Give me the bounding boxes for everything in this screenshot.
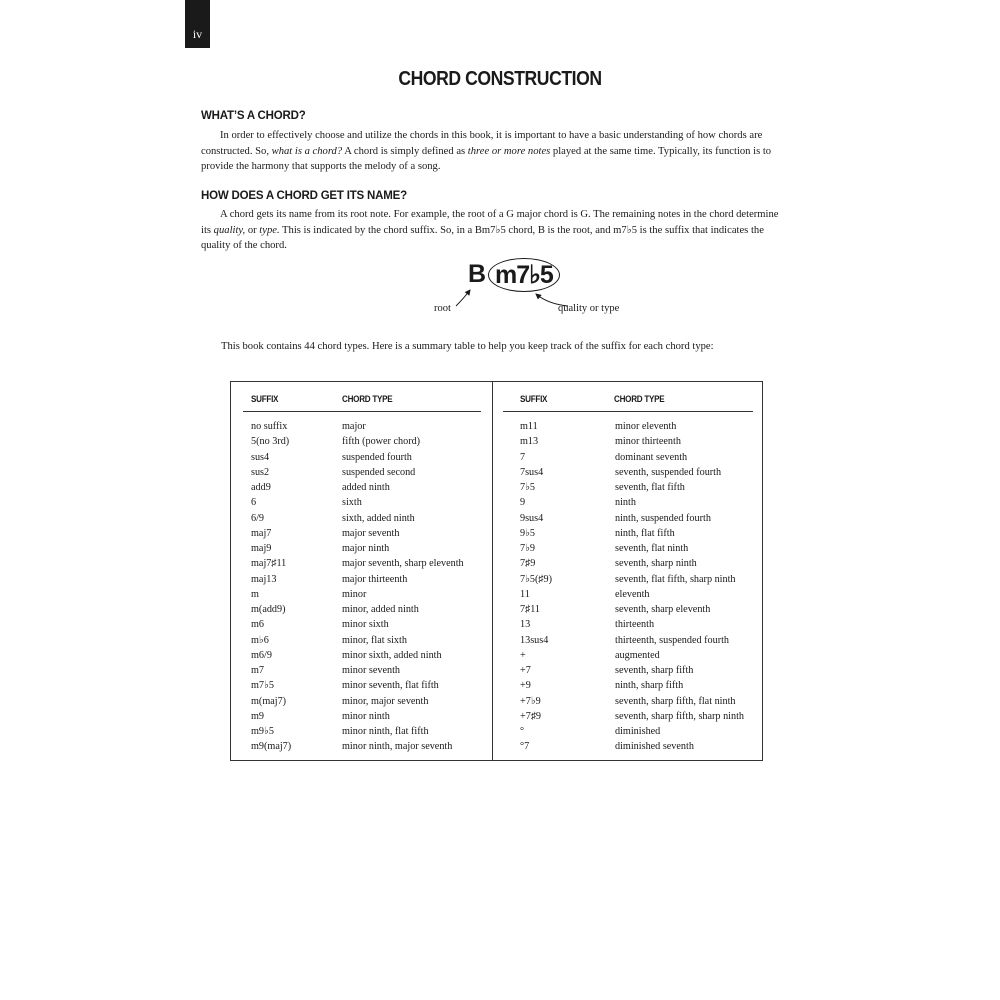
table-row bbox=[251, 511, 486, 526]
chord-suffix-circled: m7♭5 bbox=[488, 258, 560, 292]
chord-type-cell: seventh, sharp fifth bbox=[615, 665, 694, 676]
table-row bbox=[520, 694, 760, 709]
table-row bbox=[251, 678, 486, 693]
chord-type-cell: seventh, sharp fifth, flat ninth bbox=[615, 695, 736, 707]
page-number-tab bbox=[185, 0, 210, 48]
suffix-cell: +7♯9 bbox=[520, 710, 542, 722]
chord-type-cell: sixth bbox=[342, 497, 362, 509]
chord-type-cell: seventh, flat fifth, sharp ninth bbox=[615, 573, 736, 585]
table-row bbox=[520, 556, 760, 571]
table-row bbox=[251, 739, 486, 754]
table-row bbox=[520, 602, 760, 617]
chord-type-cell: augmented bbox=[615, 649, 660, 661]
chord-type-cell: dominant seventh bbox=[615, 451, 688, 463]
suffix-cell: 7♯9 bbox=[520, 558, 536, 570]
table-row bbox=[251, 617, 486, 632]
suffix-cell: m(add9) bbox=[251, 604, 286, 615]
chord-type-cell: minor thirteenth bbox=[615, 436, 681, 448]
emphasis-text: three or more notes bbox=[467, 145, 551, 157]
suffix-cell: add9 bbox=[251, 482, 271, 493]
suffix-cell: +7♭9 bbox=[520, 695, 541, 707]
table-row bbox=[520, 526, 760, 541]
chord-type-cell: minor, major seventh bbox=[342, 695, 429, 707]
chord-type-cell: ninth, suspended fourth bbox=[615, 512, 711, 524]
suffix-cell: 7sus4 bbox=[520, 466, 544, 478]
table-row bbox=[251, 526, 486, 541]
suffix-cell: no suffix bbox=[251, 421, 288, 432]
chord-type-cell: major seventh bbox=[342, 527, 400, 539]
table-row bbox=[251, 663, 486, 678]
chord-name-diagram bbox=[420, 260, 640, 330]
chord-type-cell: suspended fourth bbox=[342, 451, 412, 463]
suffix-cell: 13 bbox=[520, 619, 531, 631]
table-row bbox=[251, 633, 486, 648]
chord-type-cell: seventh, sharp eleventh bbox=[615, 604, 711, 615]
suffix-cell: maj13 bbox=[251, 573, 277, 585]
table-row bbox=[520, 663, 760, 678]
suffix-cell: +9 bbox=[520, 680, 531, 692]
suffix-cell: °7 bbox=[520, 741, 530, 753]
table-column-divider bbox=[492, 382, 493, 760]
table-row bbox=[520, 450, 760, 465]
suffix-cell: m♭6 bbox=[251, 634, 269, 646]
table-row bbox=[520, 480, 760, 495]
chord-type-cell: minor, flat sixth bbox=[342, 634, 407, 646]
paragraph-text: A chord is simply defined as bbox=[342, 145, 468, 157]
page-number: iv bbox=[192, 27, 203, 41]
chord-type-cell: major bbox=[342, 421, 366, 432]
chord-type-cell: major ninth bbox=[342, 543, 390, 554]
table-row bbox=[251, 434, 486, 449]
paragraph-text: played at the same time. Typically, its function is to provide the harmony that supports the melody of a song. bbox=[201, 145, 772, 173]
table-row bbox=[251, 465, 486, 480]
column-header-chord-type: CHORD TYPE bbox=[342, 394, 393, 404]
chord-type-cell: sixth, added ninth bbox=[342, 512, 415, 524]
suffix-cell: maj7♯11 bbox=[251, 558, 287, 570]
suffix-cell: m7 bbox=[251, 665, 265, 676]
chord-type-cell: minor sixth, added ninth bbox=[342, 649, 442, 661]
suffix-cell: maj9 bbox=[251, 543, 272, 554]
chord-type-cell: eleventh bbox=[615, 588, 650, 600]
table-row bbox=[251, 450, 486, 465]
table-row bbox=[520, 495, 760, 510]
chord-type-cell: ninth, sharp fifth bbox=[615, 680, 684, 692]
table-row bbox=[520, 419, 760, 434]
chord-type-cell: minor ninth, major seventh bbox=[342, 741, 453, 753]
chord-type-cell: minor ninth, flat fifth bbox=[342, 726, 429, 737]
root-arrow bbox=[456, 290, 470, 306]
suffix-cell: m11 bbox=[520, 421, 538, 432]
table-row bbox=[520, 633, 760, 648]
table-row bbox=[520, 434, 760, 449]
emphasis-text: quality, bbox=[213, 224, 246, 236]
table-row bbox=[251, 724, 486, 739]
table-row bbox=[251, 602, 486, 617]
table-row bbox=[251, 572, 486, 587]
table-row bbox=[520, 587, 760, 602]
suffix-cell: 9♭5 bbox=[520, 527, 535, 539]
page-title: CHORD CONSTRUCTION bbox=[398, 68, 602, 90]
header-rule-right bbox=[503, 411, 753, 412]
table-row bbox=[251, 587, 486, 602]
chord-type-cell: thirteenth bbox=[615, 619, 655, 631]
table-row bbox=[251, 648, 486, 663]
chord-type-cell: seventh, flat fifth bbox=[615, 482, 685, 493]
chord-type-cell: added ninth bbox=[342, 482, 390, 493]
paragraph-text: In order to effectively choose and utilize the chords in this book, it is important to have a basic understanding of how chords are constructed. So, bbox=[201, 130, 763, 157]
chord-type-cell: thirteenth, suspended fourth bbox=[615, 634, 730, 646]
suffix-cell: m9(maj7) bbox=[251, 741, 292, 753]
table-row bbox=[520, 617, 760, 632]
table-row bbox=[520, 739, 760, 754]
suffix-cell: 9sus4 bbox=[520, 512, 544, 524]
suffix-cell: m bbox=[251, 588, 259, 600]
quality-label: quality or type bbox=[558, 303, 620, 314]
suffix-cell: m13 bbox=[520, 436, 539, 448]
suffix-cell: m(maj7) bbox=[251, 695, 287, 707]
table-row bbox=[520, 648, 760, 663]
emphasis-text: type. bbox=[259, 224, 280, 236]
table-row bbox=[251, 556, 486, 571]
chord-type-cell: seventh, sharp ninth bbox=[615, 558, 697, 570]
suffix-cell: 9 bbox=[520, 497, 526, 509]
suffix-cell: 7♭5(♯9) bbox=[520, 573, 552, 585]
suffix-cell: sus4 bbox=[251, 451, 270, 463]
suffix-cell: 7♭5 bbox=[520, 482, 535, 493]
table-row bbox=[520, 511, 760, 526]
chord-type-cell: minor eleventh bbox=[615, 421, 677, 432]
table-row bbox=[251, 419, 486, 434]
paragraph-text: This is indicated by the chord suffix. So, in a Bm7♭5 chord, B is the root, and m7♭5 is the suffix that indicates the quality of the chord. bbox=[201, 224, 764, 252]
chord-type-cell: minor seventh bbox=[342, 665, 401, 676]
table-row bbox=[251, 495, 486, 510]
suffix-cell: sus2 bbox=[251, 466, 270, 478]
chord-type-cell: minor bbox=[342, 588, 367, 600]
chord-type-cell: major thirteenth bbox=[342, 573, 408, 585]
diagram-arrows bbox=[420, 260, 640, 330]
suffix-cell: ° bbox=[520, 726, 525, 737]
chord-type-cell: minor, added ninth bbox=[342, 604, 419, 615]
emphasis-text: what is a chord? bbox=[271, 145, 343, 157]
table-row bbox=[520, 465, 760, 480]
chord-type-cell: seventh, flat ninth bbox=[615, 543, 689, 554]
section-heading-chord-name: HOW DOES A CHORD GET ITS NAME? bbox=[201, 190, 407, 202]
chord-type-cell: diminished seventh bbox=[615, 741, 694, 753]
chord-type-cell: minor ninth bbox=[342, 710, 390, 722]
chord-type-cell: major seventh, sharp eleventh bbox=[342, 558, 464, 570]
suffix-cell: 5(no 3rd) bbox=[251, 436, 290, 448]
chord-root: B bbox=[468, 260, 486, 288]
header-rule-left bbox=[243, 411, 481, 412]
table-row bbox=[520, 724, 760, 739]
column-header-suffix: SUFFIX bbox=[251, 394, 279, 404]
chord-type-cell: minor sixth bbox=[342, 619, 389, 631]
suffix-cell: m6 bbox=[251, 619, 265, 631]
root-label: root bbox=[434, 303, 451, 314]
column-header-suffix: SUFFIX bbox=[520, 394, 548, 404]
chord-type-cell: suspended second bbox=[342, 466, 416, 478]
table-row bbox=[520, 572, 760, 587]
table-row bbox=[251, 541, 486, 556]
suffix-cell: + bbox=[520, 649, 526, 661]
suffix-cell: 7♭9 bbox=[520, 543, 535, 554]
suffix-cell: 6/9 bbox=[251, 512, 265, 524]
suffix-cell: 13sus4 bbox=[520, 634, 549, 646]
suffix-cell: m9 bbox=[251, 710, 265, 722]
chord-type-cell: ninth, flat fifth bbox=[615, 527, 675, 539]
chord-type-cell: minor seventh, flat fifth bbox=[342, 680, 439, 692]
chord-type-table bbox=[230, 381, 763, 761]
paragraph-text: A chord gets its name from its root note. For example, the root of a G major chord is G. The remaining notes in the chord determine its bbox=[201, 209, 779, 236]
table-row bbox=[520, 709, 760, 724]
section-paragraph-chord-name bbox=[201, 207, 786, 254]
suffix-cell: m6/9 bbox=[251, 649, 272, 661]
table-intro-text: This book contains 44 chord types. Here is a summary table to help you keep track of the suffix for each chord type: bbox=[221, 341, 714, 352]
chord-type-cell: diminished bbox=[615, 726, 661, 737]
section-heading-whats-a-chord: WHAT’S A CHORD? bbox=[201, 110, 306, 122]
suffix-cell: 7 bbox=[520, 451, 526, 463]
suffix-cell: maj7 bbox=[251, 527, 272, 539]
suffix-cell: m7♭5 bbox=[251, 680, 274, 692]
table-left-rows bbox=[251, 419, 486, 755]
suffix-cell: 11 bbox=[520, 588, 530, 600]
column-header-chord-type: CHORD TYPE bbox=[614, 394, 665, 404]
suffix-cell: 7♯11 bbox=[520, 604, 540, 615]
table-row bbox=[251, 694, 486, 709]
suffix-cell: m9♭5 bbox=[251, 726, 274, 737]
chord-type-cell: seventh, suspended fourth bbox=[615, 466, 722, 478]
table-right-rows bbox=[520, 419, 760, 755]
table-row bbox=[251, 480, 486, 495]
table-row bbox=[251, 709, 486, 724]
chord-type-cell: fifth (power chord) bbox=[342, 436, 421, 448]
suffix-cell: 6 bbox=[251, 497, 257, 509]
chord-type-cell: seventh, sharp fifth, sharp ninth bbox=[615, 710, 745, 722]
table-row bbox=[520, 541, 760, 556]
section-paragraph-whats-a-chord bbox=[201, 128, 786, 175]
paragraph-text: or bbox=[245, 224, 260, 236]
table-row bbox=[520, 678, 760, 693]
chord-type-cell: ninth bbox=[615, 497, 636, 509]
suffix-cell: +7 bbox=[520, 665, 531, 676]
